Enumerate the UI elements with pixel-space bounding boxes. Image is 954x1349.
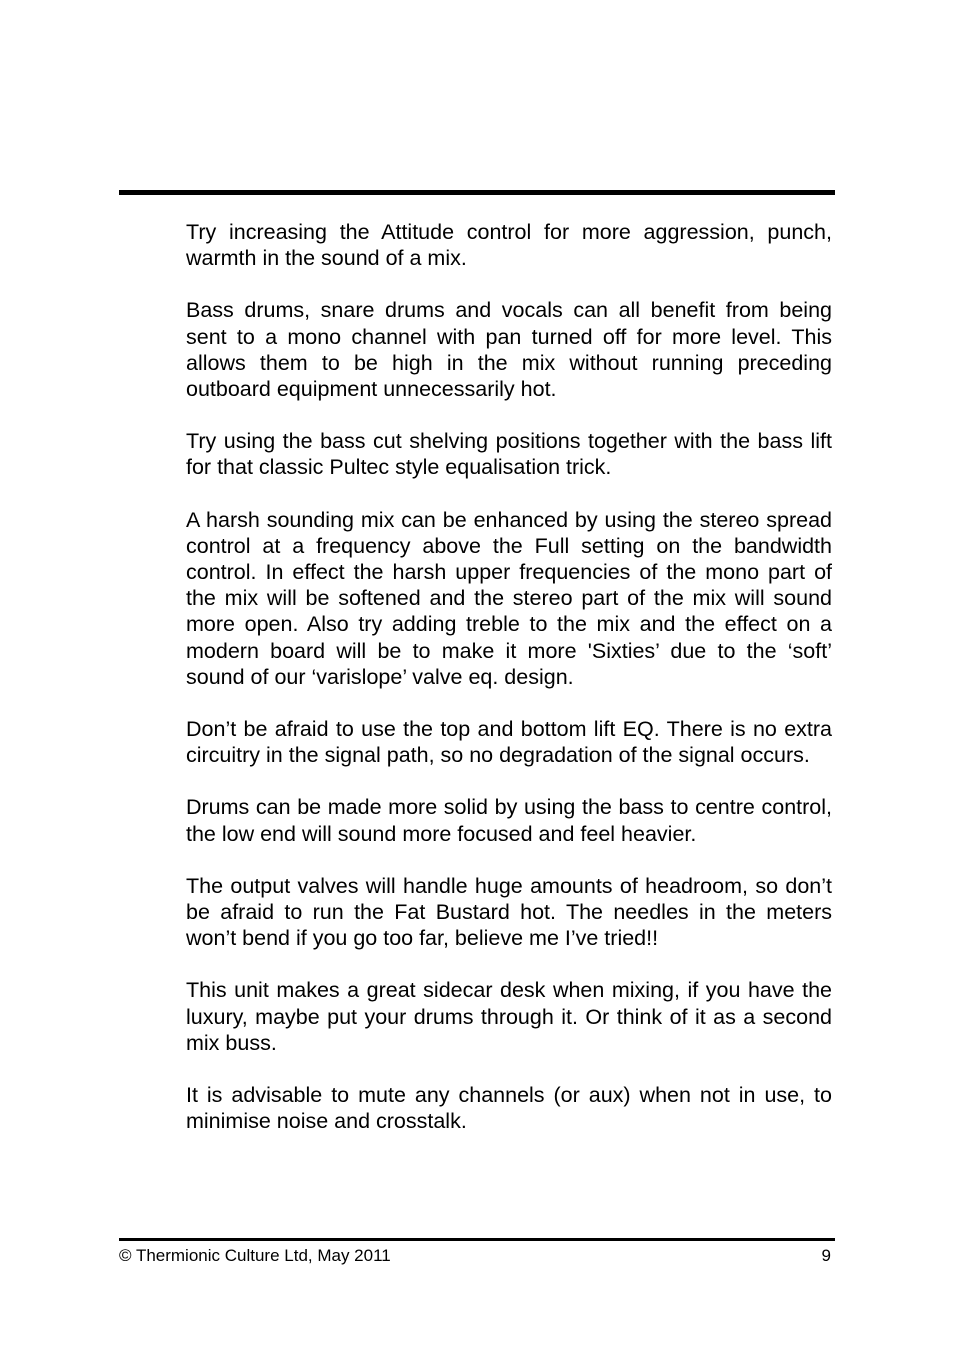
paragraph: Don’t be afraid to use the top and bottom lift EQ. There is no extra circuitry in the signal path, so no degradation of the signal occurs. xyxy=(186,717,832,768)
copyright-notice: © Thermionic Culture Ltd, May 2011 xyxy=(119,1246,391,1265)
paragraph: Try increasing the Attitude control for more aggression, punch, warmth in the sound of a mix. xyxy=(186,220,832,271)
paragraph: It is advisable to mute any channels (or aux) when not in use, to minimise noise and crosstalk. xyxy=(186,1083,832,1134)
paragraph: Bass drums, snare drums and vocals can all benefit from being sent to a mono channel with pan turned off for more level. This allows them to be high in the mix without running preceding outboard equipment unnecessarily hot. xyxy=(186,298,832,402)
paragraph: Try using the bass cut shelving positions together with the bass lift for that classic Pultec style equalisation trick. xyxy=(186,429,832,480)
paragraph: This unit makes a great sidecar desk when mixing, if you have the luxury, maybe put your drums through it. Or think of it as a second mix buss. xyxy=(186,978,832,1055)
paragraph: A harsh sounding mix can be enhanced by using the stereo spread control at a frequency above the Full setting on the bandwidth control. In effect the harsh upper frequencies of the mono part of the mix will be softened and the stereo part of the mix will sound more open. Also try adding treble to the mix and the effect on a modern board will be to make it more 'Sixties’ due to the ‘soft’ sound of our ‘varislope’ valve eq. design. xyxy=(186,507,832,689)
footer-rule xyxy=(119,1238,835,1241)
page-footer xyxy=(119,1245,831,1267)
paragraph: Drums can be made more solid by using the bass to centre control, the low end will sound more focused and feel heavier. xyxy=(186,795,832,846)
page-body xyxy=(186,219,832,1160)
page-number: 9 xyxy=(821,1246,831,1265)
header-rule xyxy=(119,190,835,195)
paragraph: The output valves will handle huge amounts of headroom, so don’t be afraid to run the Fat Bustard hot. The needles in the meters won’t bend if you go too far, believe me I’ve tried!! xyxy=(186,873,832,951)
